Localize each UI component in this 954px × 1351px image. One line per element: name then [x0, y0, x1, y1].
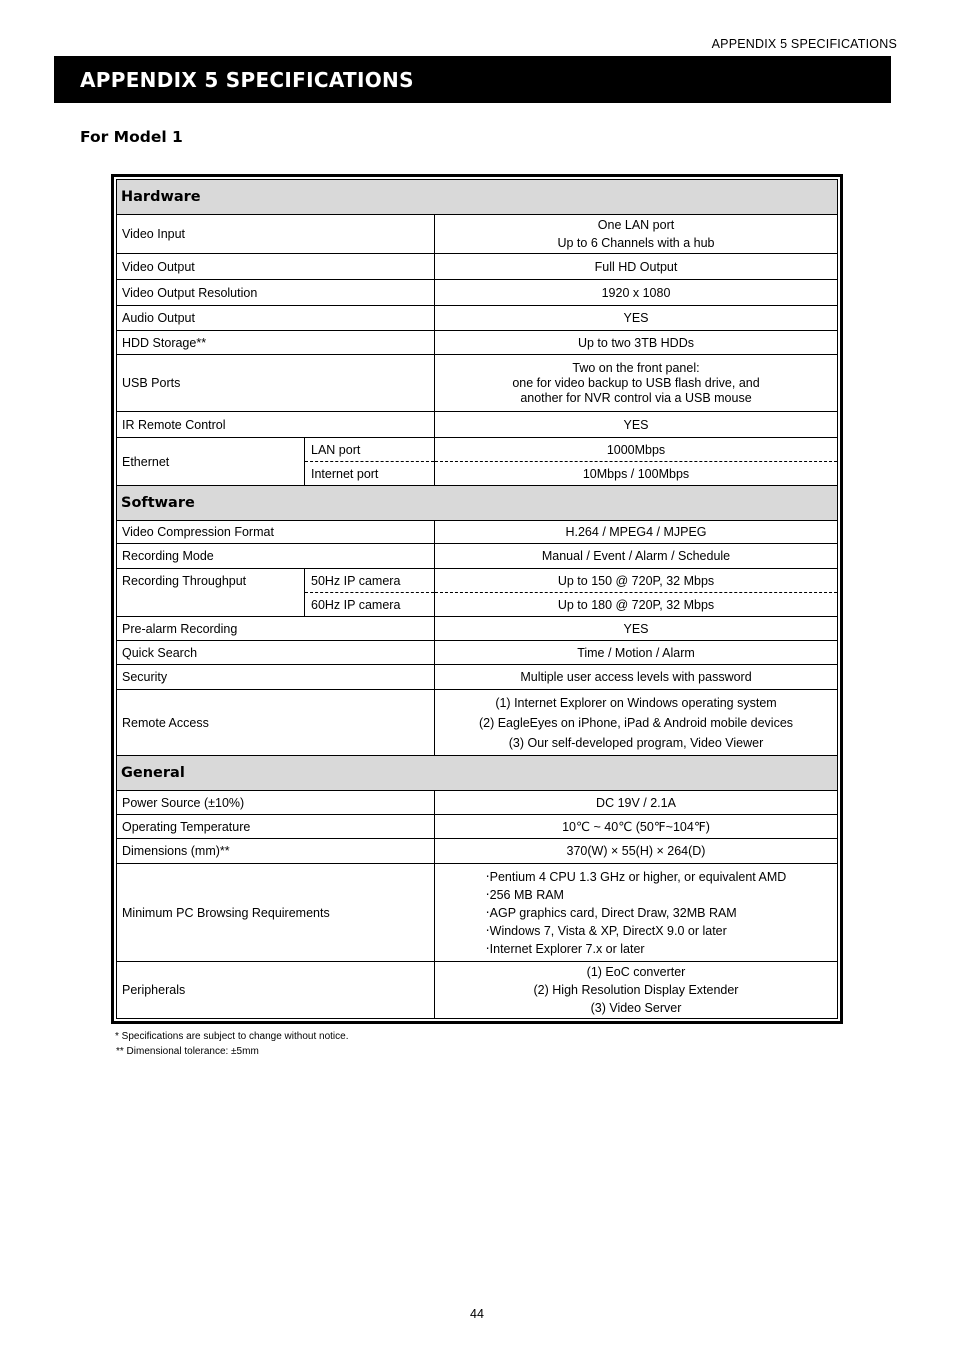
list-item: ‧Windows 7, Vista & XP, DirectX 9.0 or later — [485, 923, 727, 938]
row-value: Full HD Output — [435, 254, 838, 280]
table-row — [117, 839, 838, 864]
row-value — [435, 355, 838, 412]
table-row — [117, 815, 838, 839]
row-value: 10Mbps / 100Mbps — [435, 462, 838, 486]
row-value: YES — [435, 617, 838, 641]
value-line: one for video backup to USB flash drive, and — [512, 375, 760, 390]
page-number: 44 — [470, 1307, 484, 1321]
value-line: (3) Our self-developed program, Video Viewer — [508, 735, 764, 750]
row-value: YES — [435, 412, 838, 438]
row-label: Ethernet — [117, 438, 305, 486]
value-line: (2) High Resolution Display Extender — [533, 983, 739, 997]
section-hardware — [117, 180, 838, 215]
section-heading-hardware: Hardware — [117, 180, 838, 215]
sub-label: Internet port — [305, 462, 435, 486]
row-label: Security — [117, 665, 435, 690]
table-row — [117, 355, 838, 412]
value-line: another for NVR control via a USB mouse — [520, 390, 752, 405]
table-row — [117, 690, 838, 756]
row-label: Dimensions (mm)** — [117, 839, 435, 864]
row-value: DC 19V / 2.1A — [435, 791, 838, 815]
row-label: Remote Access — [117, 690, 435, 756]
table-row — [117, 665, 838, 690]
row-label: Video Output Resolution — [117, 280, 435, 306]
row-value: 10℃ ~ 40℃ (50℉~104℉) — [435, 815, 838, 839]
table-row — [117, 617, 838, 641]
value-line: One LAN port — [597, 218, 675, 232]
sub-label: LAN port — [305, 438, 435, 462]
table-row — [117, 864, 838, 962]
list-item: ‧Internet Explorer 7.x or later — [485, 941, 645, 956]
row-value: YES — [435, 306, 838, 331]
list-item: ‧256 MB RAM — [485, 887, 564, 902]
sub-label: 50Hz IP camera — [305, 569, 435, 593]
row-label: Quick Search — [117, 641, 435, 665]
value-line: (1) EoC converter — [586, 965, 686, 979]
list-item: ‧Pentium 4 CPU 1.3 GHz or higher, or equivalent AMD — [485, 869, 787, 884]
row-label: Operating Temperature — [117, 815, 435, 839]
row-label: Recording Throughput — [117, 569, 305, 617]
value-line: Up to 6 Channels with a hub — [557, 236, 715, 250]
row-value: 1920 x 1080 — [435, 280, 838, 306]
row-value: H.264 / MPEG4 / MJPEG — [435, 521, 838, 544]
table-row — [117, 791, 838, 815]
value-line: (1) Internet Explorer on Windows operating system — [495, 695, 777, 710]
row-label: Pre-alarm Recording — [117, 617, 435, 641]
table-row — [117, 412, 838, 438]
row-value: Up to 150 @ 720P, 32 Mbps — [435, 569, 838, 593]
row-label: Peripherals — [117, 962, 435, 1019]
list-item: ‧AGP graphics card, Direct Draw, 32MB RAM — [485, 905, 737, 920]
row-value — [435, 864, 838, 962]
section-heading-software: Software — [117, 486, 838, 521]
row-value: Up to 180 @ 720P, 32 Mbps — [435, 593, 838, 617]
model-heading: For Model 1 — [80, 128, 183, 146]
table-row — [117, 280, 838, 306]
row-value: 370(W) × 55(H) × 264(D) — [435, 839, 838, 864]
row-label: Video Input — [117, 215, 435, 254]
row-label: Minimum PC Browsing Requirements — [117, 864, 435, 962]
value-line: (2) EagleEyes on iPhone, iPad & Android mobile devices — [478, 715, 794, 730]
table-row — [117, 215, 838, 254]
row-value — [435, 962, 838, 1019]
table-row — [117, 331, 838, 355]
row-label: Video Output — [117, 254, 435, 280]
page-title: APPENDIX 5 SPECIFICATIONS — [54, 56, 891, 103]
row-value: Multiple user access levels with password — [435, 665, 838, 690]
footnote: ** Dimensional tolerance: ±5mm — [116, 1046, 259, 1057]
section-software — [117, 486, 838, 521]
row-label: Power Source (±10%) — [117, 791, 435, 815]
row-label: Recording Mode — [117, 544, 435, 569]
value-line: (3) Video Server — [590, 1001, 682, 1015]
footnote: * Specifications are subject to change without notice. — [115, 1031, 349, 1042]
row-label: HDD Storage** — [117, 331, 435, 355]
row-value: Up to two 3TB HDDs — [435, 331, 838, 355]
row-value: Time / Motion / Alarm — [435, 641, 838, 665]
row-value: Manual / Event / Alarm / Schedule — [435, 544, 838, 569]
running-header: APPENDIX 5 SPECIFICATIONS — [711, 37, 897, 51]
table-row — [117, 306, 838, 331]
table-row — [117, 438, 838, 462]
table-row — [117, 254, 838, 280]
footnotes — [115, 1029, 348, 1059]
row-label: Audio Output — [117, 306, 435, 331]
table-row — [117, 641, 838, 665]
table-row — [117, 521, 838, 544]
row-label: USB Ports — [117, 355, 435, 412]
row-value: 1000Mbps — [435, 438, 838, 462]
sub-label: 60Hz IP camera — [305, 593, 435, 617]
row-label: Video Compression Format — [117, 521, 435, 544]
section-heading-general: General — [117, 756, 838, 791]
section-general — [117, 756, 838, 791]
value-line: Two on the front panel: — [572, 360, 700, 375]
spec-table-frame — [111, 174, 843, 1024]
spec-table — [116, 179, 838, 1019]
row-label: IR Remote Control — [117, 412, 435, 438]
table-row — [117, 544, 838, 569]
row-value — [435, 215, 838, 254]
bullet-list — [486, 868, 787, 958]
table-row — [117, 962, 838, 1019]
row-value — [435, 690, 838, 756]
table-row — [117, 569, 838, 593]
